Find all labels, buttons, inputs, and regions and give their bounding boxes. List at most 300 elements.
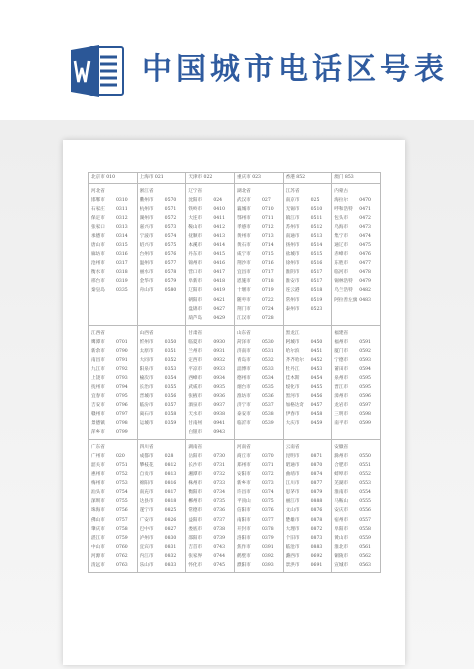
area-code: 0577 bbox=[164, 261, 177, 267]
area-code: 0315 bbox=[116, 243, 128, 249]
city-name: 本溪市 bbox=[188, 243, 203, 249]
city-row bbox=[188, 561, 233, 570]
city-row bbox=[237, 296, 282, 305]
city-name: 忻州市 bbox=[139, 339, 154, 345]
city-row bbox=[140, 347, 185, 356]
city-row bbox=[188, 410, 233, 419]
city-row bbox=[188, 196, 233, 205]
province-name: 山西省 bbox=[139, 330, 154, 336]
city-name: 海拉尔 bbox=[334, 198, 349, 203]
city-name: 常州市 bbox=[285, 297, 300, 303]
area-code: 0832 bbox=[164, 553, 177, 559]
province-column bbox=[138, 184, 187, 325]
city-name: 萍乡市 bbox=[91, 430, 105, 436]
area-code: 0513 bbox=[310, 234, 323, 240]
area-code: 0319 bbox=[116, 279, 128, 285]
area-code: 0512 bbox=[310, 225, 323, 231]
city-row bbox=[286, 286, 331, 295]
area-code: 0553 bbox=[359, 481, 371, 487]
city-row bbox=[334, 401, 379, 410]
city-row bbox=[91, 525, 136, 534]
city-name: 新余市 bbox=[91, 348, 105, 354]
city-row bbox=[91, 232, 136, 241]
city-name: 安阳市 bbox=[236, 472, 251, 478]
city-row bbox=[140, 479, 185, 488]
municipality-cell: 上海市 021 bbox=[138, 173, 187, 183]
city-name: 黄州市 bbox=[236, 234, 251, 240]
area-code: 0561 bbox=[359, 544, 371, 550]
area-code: 0335 bbox=[116, 288, 128, 294]
area-code: 0479 bbox=[359, 279, 371, 285]
city-row bbox=[188, 214, 233, 223]
city-row bbox=[140, 401, 185, 410]
city-name: 芜湖市 bbox=[334, 481, 349, 487]
city-name: 自贡市 bbox=[139, 472, 154, 478]
province-column bbox=[332, 326, 381, 440]
city-row bbox=[140, 223, 185, 232]
city-row bbox=[334, 461, 379, 470]
city-row bbox=[91, 196, 136, 205]
city-name: 平顶山 bbox=[236, 499, 251, 505]
city-name: 景德镇 bbox=[91, 421, 105, 427]
city-row bbox=[237, 470, 282, 479]
area-code: 0392 bbox=[261, 553, 274, 559]
city-row bbox=[140, 205, 185, 214]
city-row bbox=[286, 374, 331, 383]
city-row bbox=[140, 470, 185, 479]
province-name: 江苏省 bbox=[285, 189, 300, 194]
city-name: 吉首市 bbox=[188, 544, 203, 550]
city-name: 常德市 bbox=[188, 508, 203, 514]
area-code: 0753 bbox=[116, 481, 128, 487]
city-row bbox=[237, 214, 282, 223]
area-code: 0532 bbox=[261, 357, 274, 363]
area-code: 0514 bbox=[310, 243, 323, 249]
city-row bbox=[188, 534, 233, 543]
area-code: 0751 bbox=[116, 463, 128, 469]
city-name: 菏泽市 bbox=[236, 339, 251, 345]
area-code: 0796 bbox=[116, 402, 128, 408]
province-name: 甘肃省 bbox=[188, 330, 203, 336]
city-row bbox=[91, 419, 136, 428]
city-name: 襄城市 bbox=[236, 207, 251, 213]
city-name: 兰州市 bbox=[188, 348, 203, 354]
city-name: 临沧市 bbox=[285, 544, 300, 550]
city-name: 益阳市 bbox=[188, 517, 203, 523]
city-name: 鹤壁市 bbox=[236, 553, 251, 559]
city-row bbox=[286, 250, 331, 259]
area-code: 0379 bbox=[261, 535, 274, 541]
city-name: 淮坊市 bbox=[236, 393, 251, 399]
area-code: 0316 bbox=[116, 252, 128, 258]
area-code: 0877 bbox=[310, 481, 323, 487]
city-row bbox=[286, 479, 331, 488]
area-code: 0451 bbox=[310, 348, 323, 354]
city-name: 齐齐哈尔 bbox=[285, 357, 305, 363]
area-code: 0713 bbox=[261, 234, 274, 240]
city-name: 白银市 bbox=[188, 430, 203, 436]
city-row bbox=[140, 338, 185, 347]
city-name: 湖州市 bbox=[139, 216, 154, 222]
city-name: 文山市 bbox=[285, 508, 300, 514]
area-code: 0797 bbox=[116, 412, 128, 418]
area-code: 0483 bbox=[359, 297, 371, 303]
city-name: 大同市 bbox=[139, 357, 154, 363]
city-row bbox=[334, 470, 379, 479]
city-row bbox=[237, 356, 282, 365]
city-name: 阿城市 bbox=[285, 339, 300, 345]
area-code: 0452 bbox=[310, 357, 323, 363]
province-name: 山东省 bbox=[236, 330, 251, 336]
city-row bbox=[188, 401, 233, 410]
city-row bbox=[286, 356, 331, 365]
city-name: 长治市 bbox=[139, 384, 154, 390]
area-code: 0599 bbox=[359, 421, 371, 427]
province-column bbox=[89, 440, 138, 572]
city-name: 鄂州市 bbox=[236, 216, 251, 222]
city-name: 濮阳市 bbox=[236, 562, 251, 568]
city-name: 乌兰浩特 bbox=[334, 288, 353, 294]
city-name: 湘潭市 bbox=[188, 472, 203, 478]
city-name: 烟台市 bbox=[236, 384, 251, 390]
city-row bbox=[334, 223, 379, 232]
city-row bbox=[334, 383, 379, 392]
city-row bbox=[140, 392, 185, 401]
city-name: 锦州市 bbox=[188, 261, 203, 267]
city-row bbox=[91, 374, 136, 383]
city-row bbox=[140, 461, 185, 470]
city-name: 清远市 bbox=[91, 562, 105, 568]
area-code: 0455 bbox=[310, 384, 323, 390]
municipality-cell: 重庆市 023 bbox=[235, 173, 284, 183]
province-column bbox=[235, 326, 284, 440]
city-row bbox=[286, 259, 331, 268]
city-row bbox=[188, 383, 233, 392]
city-row bbox=[188, 268, 233, 277]
area-code: 0555 bbox=[359, 499, 371, 505]
area-code: 0356 bbox=[164, 393, 177, 399]
province-column bbox=[284, 326, 333, 440]
city-name: 徐州市 bbox=[285, 261, 300, 267]
area-code: 0410 bbox=[213, 207, 226, 213]
city-row bbox=[334, 259, 379, 268]
city-row bbox=[140, 286, 185, 295]
city-name: 抚州市 bbox=[91, 384, 105, 390]
city-name: 宁波市 bbox=[139, 234, 154, 240]
area-code: 0936 bbox=[213, 393, 226, 399]
city-name: 汕头市 bbox=[91, 490, 105, 496]
province-name: 河北省 bbox=[91, 189, 105, 194]
city-name: 哈尔滨 bbox=[285, 348, 300, 354]
city-row bbox=[91, 497, 136, 506]
city-name: 黄石市 bbox=[236, 243, 251, 249]
area-code: 0554 bbox=[359, 490, 371, 496]
city-row bbox=[91, 534, 136, 543]
area-code: 0519 bbox=[310, 297, 323, 303]
city-name: 江汉市 bbox=[236, 315, 251, 321]
city-name: 包头市 bbox=[334, 216, 349, 222]
area-code: 0550 bbox=[359, 454, 371, 460]
city-name: 达县市 bbox=[139, 499, 154, 505]
area-code: 0888 bbox=[310, 499, 323, 505]
city-row bbox=[91, 470, 136, 479]
city-row bbox=[188, 497, 233, 506]
area-code: 0375 bbox=[261, 499, 274, 505]
province-column bbox=[186, 440, 235, 572]
area-code: 0790 bbox=[116, 348, 128, 354]
area-code: 0795 bbox=[116, 393, 128, 399]
city-name: 淄博市 bbox=[236, 366, 251, 372]
area-code: 0830 bbox=[164, 535, 177, 541]
city-row bbox=[334, 241, 379, 250]
city-row bbox=[140, 241, 185, 250]
city-row bbox=[286, 452, 331, 461]
city-name: 保定市 bbox=[91, 216, 105, 222]
city-name: 运城市 bbox=[139, 421, 154, 427]
area-code: 0736 bbox=[213, 508, 226, 514]
city-row bbox=[334, 196, 379, 205]
city-row bbox=[237, 250, 282, 259]
city-name: 新乡市 bbox=[236, 481, 251, 487]
area-code: 0931 bbox=[213, 348, 226, 354]
city-name: 葫芦岛 bbox=[188, 315, 203, 321]
city-name: 佛山市 bbox=[91, 517, 105, 523]
city-row bbox=[334, 543, 379, 552]
city-row bbox=[286, 534, 331, 543]
province-name: 辽宁省 bbox=[188, 189, 203, 194]
city-row bbox=[286, 296, 331, 305]
area-code: 0475 bbox=[359, 243, 371, 249]
area-code: 0517 bbox=[310, 270, 323, 276]
city-row bbox=[286, 347, 331, 356]
city-row bbox=[140, 356, 185, 365]
city-name: 大连市 bbox=[188, 216, 203, 222]
city-row bbox=[91, 516, 136, 525]
city-row bbox=[286, 223, 331, 232]
city-row bbox=[237, 196, 282, 205]
city-row bbox=[334, 205, 379, 214]
area-code: 0593 bbox=[359, 357, 371, 363]
area-code: 0453 bbox=[310, 366, 323, 372]
city-name: 宜春市 bbox=[91, 393, 105, 399]
area-code: 0471 bbox=[359, 207, 371, 213]
city-name: 阿拉善左旗 bbox=[334, 297, 358, 303]
city-row bbox=[140, 525, 185, 534]
area-code-table bbox=[88, 172, 381, 573]
city-row bbox=[334, 296, 379, 305]
area-code: 0427 bbox=[213, 306, 226, 312]
area-code: 0934 bbox=[213, 375, 226, 381]
city-name: 沧州市 bbox=[91, 261, 105, 267]
city-row bbox=[334, 497, 379, 506]
area-code: 0692 bbox=[310, 553, 323, 559]
city-name: 曲靖市 bbox=[285, 472, 300, 478]
city-row bbox=[91, 356, 136, 365]
city-row bbox=[237, 205, 282, 214]
area-code: 0715 bbox=[261, 252, 274, 258]
city-name: 邵阳市 bbox=[188, 535, 203, 541]
city-name: 个旧市 bbox=[285, 535, 300, 541]
area-code: 0794 bbox=[116, 384, 128, 390]
city-name: 佳木斯 bbox=[285, 375, 300, 381]
city-row bbox=[188, 296, 233, 305]
city-row bbox=[140, 365, 185, 374]
city-name: 金华市 bbox=[139, 279, 154, 285]
city-name: 东胜市 bbox=[334, 261, 349, 267]
city-name: 郑州市 bbox=[236, 463, 251, 469]
city-row bbox=[237, 268, 282, 277]
city-name: 嘉兴市 bbox=[139, 225, 154, 231]
city-row bbox=[91, 268, 136, 277]
area-code: 0458 bbox=[310, 412, 323, 418]
city-name: 南充市 bbox=[139, 490, 154, 496]
area-code: 028 bbox=[164, 454, 174, 460]
city-row bbox=[334, 516, 379, 525]
area-code: 0515 bbox=[310, 252, 323, 258]
city-name: 呼和浩特 bbox=[334, 207, 353, 213]
document-page bbox=[63, 140, 405, 665]
area-code: 024 bbox=[213, 198, 223, 203]
province-name: 广东省 bbox=[91, 445, 105, 451]
city-row bbox=[334, 561, 379, 570]
city-name: 武威市 bbox=[188, 384, 203, 390]
city-row bbox=[140, 452, 185, 461]
city-row bbox=[140, 561, 185, 570]
area-code: 0730 bbox=[213, 454, 226, 460]
city-name: 乌海市 bbox=[334, 225, 349, 231]
city-row bbox=[91, 223, 136, 232]
city-name: 济南市 bbox=[236, 348, 251, 354]
area-code: 0350 bbox=[164, 339, 177, 345]
city-row bbox=[91, 365, 136, 374]
city-row bbox=[286, 506, 331, 515]
area-code: 0871 bbox=[310, 454, 323, 460]
area-code: 0716 bbox=[261, 261, 274, 267]
area-code: 0930 bbox=[213, 339, 226, 345]
area-code: 0938 bbox=[213, 412, 226, 418]
area-code: 0734 bbox=[213, 490, 226, 496]
city-name: 无锡市 bbox=[285, 207, 300, 213]
city-name: 抚顺市 bbox=[188, 234, 203, 240]
city-name: 锡林浩特 bbox=[334, 279, 353, 285]
city-row bbox=[334, 268, 379, 277]
city-row bbox=[286, 241, 331, 250]
city-name: 伊春市 bbox=[285, 412, 300, 418]
city-name: 安庆市 bbox=[334, 508, 349, 514]
city-name: 临汾市 bbox=[139, 402, 154, 408]
city-name: 孝感市 bbox=[236, 225, 251, 231]
city-name: 楚雄市 bbox=[285, 517, 300, 523]
city-name: 黄山市 bbox=[334, 535, 349, 541]
city-row bbox=[237, 516, 282, 525]
city-name: 武汉市 bbox=[236, 198, 251, 203]
area-code: 0391 bbox=[261, 544, 274, 550]
province-name: 云南省 bbox=[285, 445, 300, 451]
city-row bbox=[286, 497, 331, 506]
area-code: 0418 bbox=[213, 279, 226, 285]
area-code: 0474 bbox=[359, 234, 371, 240]
province-name: 四川省 bbox=[139, 445, 154, 451]
city-name: 遂宁市 bbox=[139, 508, 154, 514]
city-row bbox=[188, 277, 233, 286]
area-code: 0372 bbox=[261, 472, 274, 478]
city-name: 张家口 bbox=[91, 225, 105, 231]
city-name: 龙岩市 bbox=[334, 402, 349, 408]
city-row bbox=[188, 488, 233, 497]
city-row bbox=[286, 401, 331, 410]
city-name: 洛阳市 bbox=[236, 535, 251, 541]
province-column bbox=[186, 326, 235, 440]
province-column bbox=[284, 440, 333, 572]
area-code: 0538 bbox=[261, 412, 274, 418]
city-row bbox=[91, 543, 136, 552]
city-name: 南京市 bbox=[285, 198, 300, 203]
province-block-row bbox=[89, 184, 381, 326]
city-row bbox=[91, 479, 136, 488]
city-name: 临夏市 bbox=[188, 339, 203, 345]
city-row bbox=[286, 365, 331, 374]
city-row bbox=[286, 268, 331, 277]
city-row bbox=[334, 506, 379, 515]
city-name: 宜宾市 bbox=[139, 544, 154, 550]
city-name: 鞍山市 bbox=[188, 225, 203, 231]
province-column bbox=[332, 440, 381, 572]
city-name: 铁岭市 bbox=[188, 207, 203, 213]
province-name: 湖南省 bbox=[188, 445, 203, 451]
city-name: 廊坊市 bbox=[91, 252, 105, 258]
city-name: 福州市 bbox=[334, 339, 349, 345]
area-code: 0476 bbox=[359, 252, 371, 258]
area-code: 0354 bbox=[164, 375, 177, 381]
city-row bbox=[91, 338, 136, 347]
city-name: 绥化市 bbox=[285, 384, 300, 390]
area-code: 0759 bbox=[116, 535, 128, 541]
city-row bbox=[140, 277, 185, 286]
area-code: 0317 bbox=[116, 261, 128, 267]
city-row bbox=[91, 383, 136, 392]
city-row bbox=[91, 401, 136, 410]
city-row bbox=[237, 314, 282, 323]
city-row bbox=[286, 232, 331, 241]
city-row bbox=[237, 461, 282, 470]
area-code: 0935 bbox=[213, 384, 226, 390]
city-name: 泰州市 bbox=[285, 306, 300, 312]
city-row bbox=[334, 356, 379, 365]
province-column bbox=[89, 184, 138, 325]
municipality-cell: 澳门 853 bbox=[332, 173, 381, 183]
city-row bbox=[286, 552, 331, 561]
city-row bbox=[91, 214, 136, 223]
area-code: 0456 bbox=[310, 393, 323, 399]
province-column bbox=[235, 184, 284, 325]
city-name: 三明市 bbox=[334, 412, 349, 418]
area-code: 0563 bbox=[359, 562, 371, 568]
city-row bbox=[188, 365, 233, 374]
area-code: 0754 bbox=[116, 490, 128, 496]
city-name: 宁德市 bbox=[334, 357, 349, 363]
city-name: 黑河市 bbox=[285, 393, 300, 399]
city-row bbox=[188, 232, 233, 241]
city-name: 阳泉市 bbox=[139, 366, 154, 372]
province-name: 福建省 bbox=[334, 330, 349, 336]
word-app-icon bbox=[67, 40, 129, 102]
city-name: 衡阳市 bbox=[188, 490, 203, 496]
area-code: 0872 bbox=[310, 526, 323, 532]
area-code: 0712 bbox=[261, 225, 274, 231]
city-row bbox=[334, 392, 379, 401]
city-row bbox=[140, 516, 185, 525]
city-name: 湛江市 bbox=[91, 535, 105, 541]
